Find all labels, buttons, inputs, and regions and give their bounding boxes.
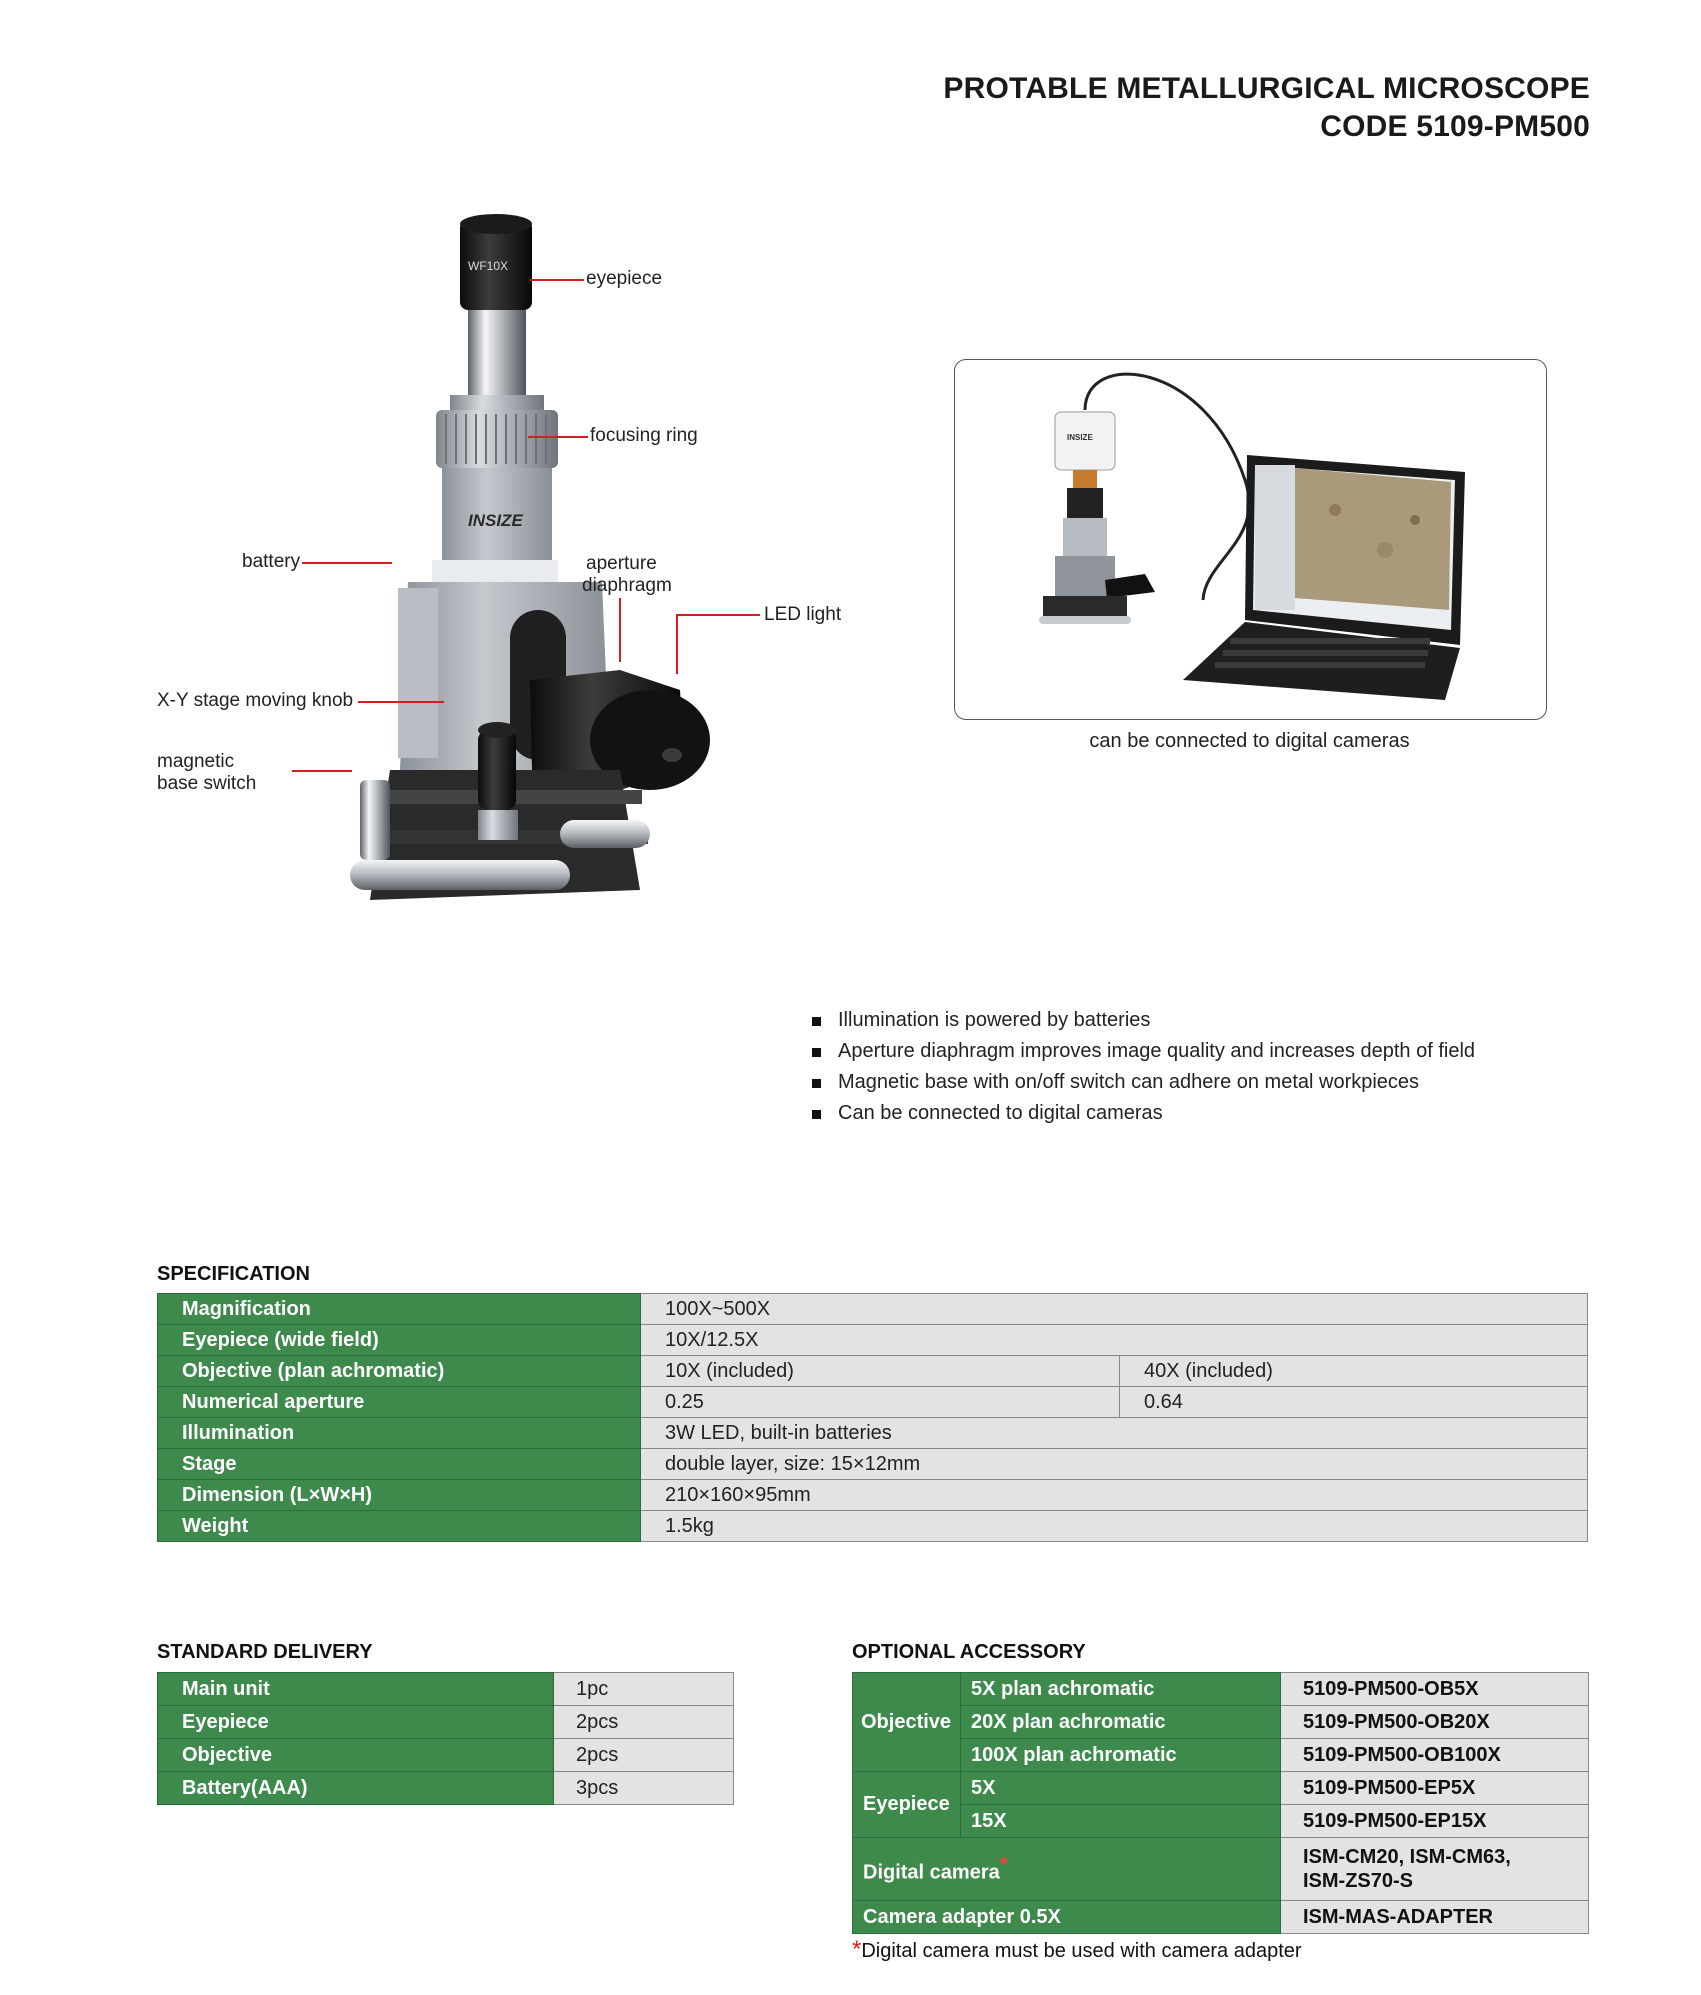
accessory-item-name: 15X	[961, 1805, 1281, 1838]
spec-label: Magnification	[158, 1294, 641, 1325]
bullet-icon	[812, 1017, 821, 1026]
spec-label: Stage	[158, 1449, 641, 1480]
table-row	[158, 1387, 1588, 1418]
xy-knob-leader	[358, 701, 444, 703]
footnote-text: Digital camera must be used with camera adapter	[861, 1940, 1302, 1962]
spec-value: double layer, size: 15×12mm	[641, 1449, 1588, 1480]
accessory-item-code: 5109-PM500-OB5X	[1281, 1673, 1589, 1706]
table-row	[158, 1294, 1588, 1325]
specification-title: SPECIFICATION	[157, 1263, 310, 1285]
page-title-line2: CODE 5109-PM500	[1320, 110, 1590, 143]
spec-value: 10X (included)	[641, 1356, 1120, 1387]
delivery-label: Main unit	[158, 1673, 554, 1706]
digital-camera-code-line1: ISM-CM20, ISM-CM63,	[1303, 1846, 1511, 1868]
magnetic-leader	[292, 770, 352, 772]
feature-text: Illumination is powered by batteries	[838, 1009, 1151, 1031]
table-row	[158, 1511, 1588, 1542]
table-row	[853, 1739, 1589, 1772]
table-row	[853, 1772, 1589, 1805]
aperture-callout-line1: aperture	[586, 553, 657, 574]
delivery-value: 1pc	[554, 1673, 734, 1706]
delivery-label: Battery(AAA)	[158, 1772, 554, 1805]
spec-label: Numerical aperture	[158, 1387, 641, 1418]
spec-value: 10X/12.5X	[641, 1325, 1588, 1356]
delivery-value: 3pcs	[554, 1772, 734, 1805]
xy-knob-callout: X-Y stage moving knob	[157, 690, 354, 711]
aperture-leader	[619, 598, 621, 662]
spec-value: 1.5kg	[641, 1511, 1588, 1542]
battery-leader	[302, 562, 392, 564]
camera-caption: can be connected to digital cameras	[1089, 730, 1410, 752]
spec-label: Weight	[158, 1511, 641, 1542]
footnote-star: *	[852, 1936, 862, 1963]
camera-connection-image	[954, 359, 1547, 720]
magnetic-callout-line2: base switch	[157, 773, 257, 794]
spec-value: 100X~500X	[641, 1294, 1588, 1325]
table-row	[853, 1706, 1589, 1739]
table-row	[853, 1673, 1589, 1706]
feature-item	[812, 1098, 1475, 1129]
spec-value-2: 0.64	[1120, 1387, 1588, 1418]
feature-text: Magnetic base with on/off switch can adhere on metal workpieces	[838, 1071, 1420, 1093]
accessory-item-name: 5X plan achromatic	[961, 1673, 1281, 1706]
spec-value-2: 40X (included)	[1120, 1356, 1588, 1387]
accessory-adapter-label: Camera adapter 0.5X	[853, 1901, 1281, 1934]
eyepiece-callout: eyepiece	[586, 268, 663, 289]
delivery-label: Eyepiece	[158, 1706, 554, 1739]
digital-camera-label: Digital camera	[863, 1861, 1000, 1884]
table-row	[158, 1673, 734, 1706]
led-leader-v	[676, 614, 678, 674]
eyepiece-leader	[530, 279, 584, 281]
table-row	[158, 1356, 1588, 1387]
focusing-ring-callout: focusing ring	[590, 425, 698, 446]
accessory-item-code: 5109-PM500-EP15X	[1281, 1805, 1589, 1838]
spec-label: Illumination	[158, 1418, 641, 1449]
digital-camera-code-line2: ISM-ZS70-S	[1303, 1870, 1414, 1892]
page-title-line1: PROTABLE METALLURGICAL MICROSCOPE	[943, 72, 1590, 105]
table-row	[158, 1449, 1588, 1480]
table-row	[158, 1706, 734, 1739]
spec-label: Eyepiece (wide field)	[158, 1325, 641, 1356]
accessory-item-code: 5109-PM500-EP5X	[1281, 1772, 1589, 1805]
table-row	[853, 1901, 1589, 1934]
magnetic-callout-line1: magnetic	[157, 751, 235, 772]
feature-item	[812, 1036, 1475, 1067]
feature-item	[812, 1005, 1475, 1036]
delivery-value: 2pcs	[554, 1706, 734, 1739]
optional-accessory-title: OPTIONAL ACCESSORY	[852, 1641, 1086, 1663]
feature-text: Can be connected to digital cameras	[838, 1102, 1163, 1124]
bullet-icon	[812, 1110, 821, 1119]
spec-value: 3W LED, built-in batteries	[641, 1418, 1588, 1449]
spec-value: 0.25	[641, 1387, 1120, 1418]
camera-laptop-illustration	[955, 360, 1546, 719]
table-row	[158, 1418, 1588, 1449]
table-row	[158, 1325, 1588, 1356]
led-leader-h	[676, 614, 760, 616]
svg-text:INSIZE: INSIZE	[1067, 433, 1093, 442]
accessory-item-name: 5X	[961, 1772, 1281, 1805]
accessory-group-eyepiece: Eyepiece	[853, 1772, 961, 1838]
spec-label: Dimension (L×W×H)	[158, 1480, 641, 1511]
optional-accessory-table	[852, 1672, 1589, 1934]
digital-camera-star: *	[999, 1853, 1008, 1876]
spec-label: Objective (plan achromatic)	[158, 1356, 641, 1387]
table-row	[158, 1480, 1588, 1511]
accessory-digital-camera	[853, 1838, 1281, 1901]
spec-value: 210×160×95mm	[641, 1480, 1588, 1511]
standard-delivery-table	[157, 1672, 734, 1805]
feature-text: Aperture diaphragm improves image quality and increases depth of field	[838, 1040, 1476, 1062]
delivery-value: 2pcs	[554, 1739, 734, 1772]
battery-callout: battery	[242, 551, 301, 572]
table-row	[158, 1739, 734, 1772]
table-row	[853, 1805, 1589, 1838]
aperture-callout-line2: diaphragm	[582, 575, 672, 596]
svg-text:WF10X: WF10X	[468, 259, 509, 273]
feature-list	[812, 1005, 1475, 1129]
focusing-ring-leader	[528, 436, 588, 438]
svg-text:INSIZE: INSIZE	[468, 511, 523, 530]
accessory-item-code: 5109-PM500-OB100X	[1281, 1739, 1589, 1772]
accessory-adapter-code: ISM-MAS-ADAPTER	[1281, 1901, 1589, 1934]
digital-camera-codes	[1281, 1838, 1589, 1901]
led-callout: LED light	[764, 604, 842, 625]
bullet-icon	[812, 1079, 821, 1088]
standard-delivery-title: STANDARD DELIVERY	[157, 1641, 373, 1663]
bullet-icon	[812, 1048, 821, 1057]
accessory-item-name: 20X plan achromatic	[961, 1706, 1281, 1739]
accessory-group-objective: Objective	[853, 1673, 961, 1772]
accessory-item-code: 5109-PM500-OB20X	[1281, 1706, 1589, 1739]
accessory-footnote	[852, 1936, 1302, 1964]
table-row	[158, 1772, 734, 1805]
delivery-label: Objective	[158, 1739, 554, 1772]
specification-table	[157, 1293, 1588, 1542]
feature-item	[812, 1067, 1475, 1098]
accessory-item-name: 100X plan achromatic	[961, 1739, 1281, 1772]
table-row	[853, 1838, 1589, 1901]
